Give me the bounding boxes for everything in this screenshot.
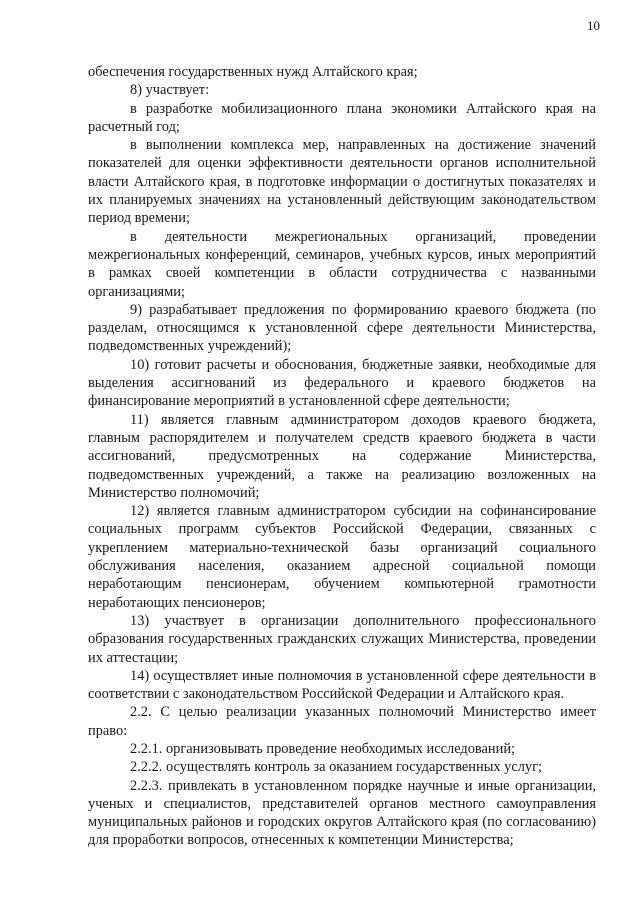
paragraph: 10) готовит расчеты и обоснования, бюджетные заявки, необходимые для выделения ассигнований из федерального и краевого бюджетов на финансирование мероприятий в установленной сфере деятельности; [88, 356, 596, 410]
paragraph: в выполнении комплекса мер, направленных на достижение значений показателей для оценки эффективности деятельности органов исполнительной власти Алтайского края, в подготовке информации о достигнутых показателях и их планируемых значениях на установленный действующим законодательством период времени; [88, 137, 596, 227]
paragraph: 2.2. С целью реализации указанных полномочий Министерство имеет право: [88, 704, 596, 739]
paragraph: 13) участвует в организации дополнительного профессионального образования государственных гражданских служащих Министерства, проведении их аттестации; [88, 612, 596, 666]
paragraph: 2.2.2. осуществлять контроль за оказанием государственных услуг; [130, 759, 543, 776]
paragraph: 8) участвует: [130, 82, 210, 99]
page-number: 10 [587, 18, 600, 33]
paragraph: 9) разрабатывает предложения по формированию краевого бюджета (по разделам, относящимся к установленной сфере деятельности Министерства, подведомственных учреждений); [88, 301, 596, 355]
paragraph: в разработке мобилизационного плана экономики Алтайского края на расчетный год; [88, 100, 596, 135]
paragraph: обеспечения государственных нужд Алтайского края; [88, 64, 418, 80]
paragraph: 14) осуществляет иные полномочия в установленной сфере деятельности в соответствии с законодательством Российской Федерации и Алтайского края. [88, 667, 596, 703]
paragraph: 12) является главным администратором субсидии на софинансирование социальных программ субъектов Российской Федерации, связанных с укреплением материально-технической базы организаций социального обслуживания населения, оказанием адресной социальной помощи неработающим пенсионерам, обучением компьютерной грамотности неработающих пенсионеров; [88, 503, 596, 611]
document-body [88, 63, 596, 850]
paragraph: 2.2.1. организовывать проведение необходимых исследований; [130, 740, 516, 757]
paragraph: в деятельности межрегиональных организаций, проведении межрегиональных конференций, семинаров, учебных курсов, иных мероприятий в рамках своей компетенции в области сотрудничества с названными организациями; [88, 228, 596, 300]
paragraph: 2.2.3. привлекать в установленном порядке научные и иные организации, ученых и специалистов, представителей органов местного самоуправления муниципальных районов и городских округов Алтайского края (по согласованию) для проработки вопросов, отнесенных к компетенции Министерства; [88, 777, 596, 849]
paragraph: 11) является главным администратором доходов краевого бюджета, главным распорядителем и получателем средств краевого бюджета в части ассигнований, предусмотренных на содержание Министерства, подведомственных учреждений, а также на реализацию возложенных на Министерство полномочий; [88, 411, 596, 501]
